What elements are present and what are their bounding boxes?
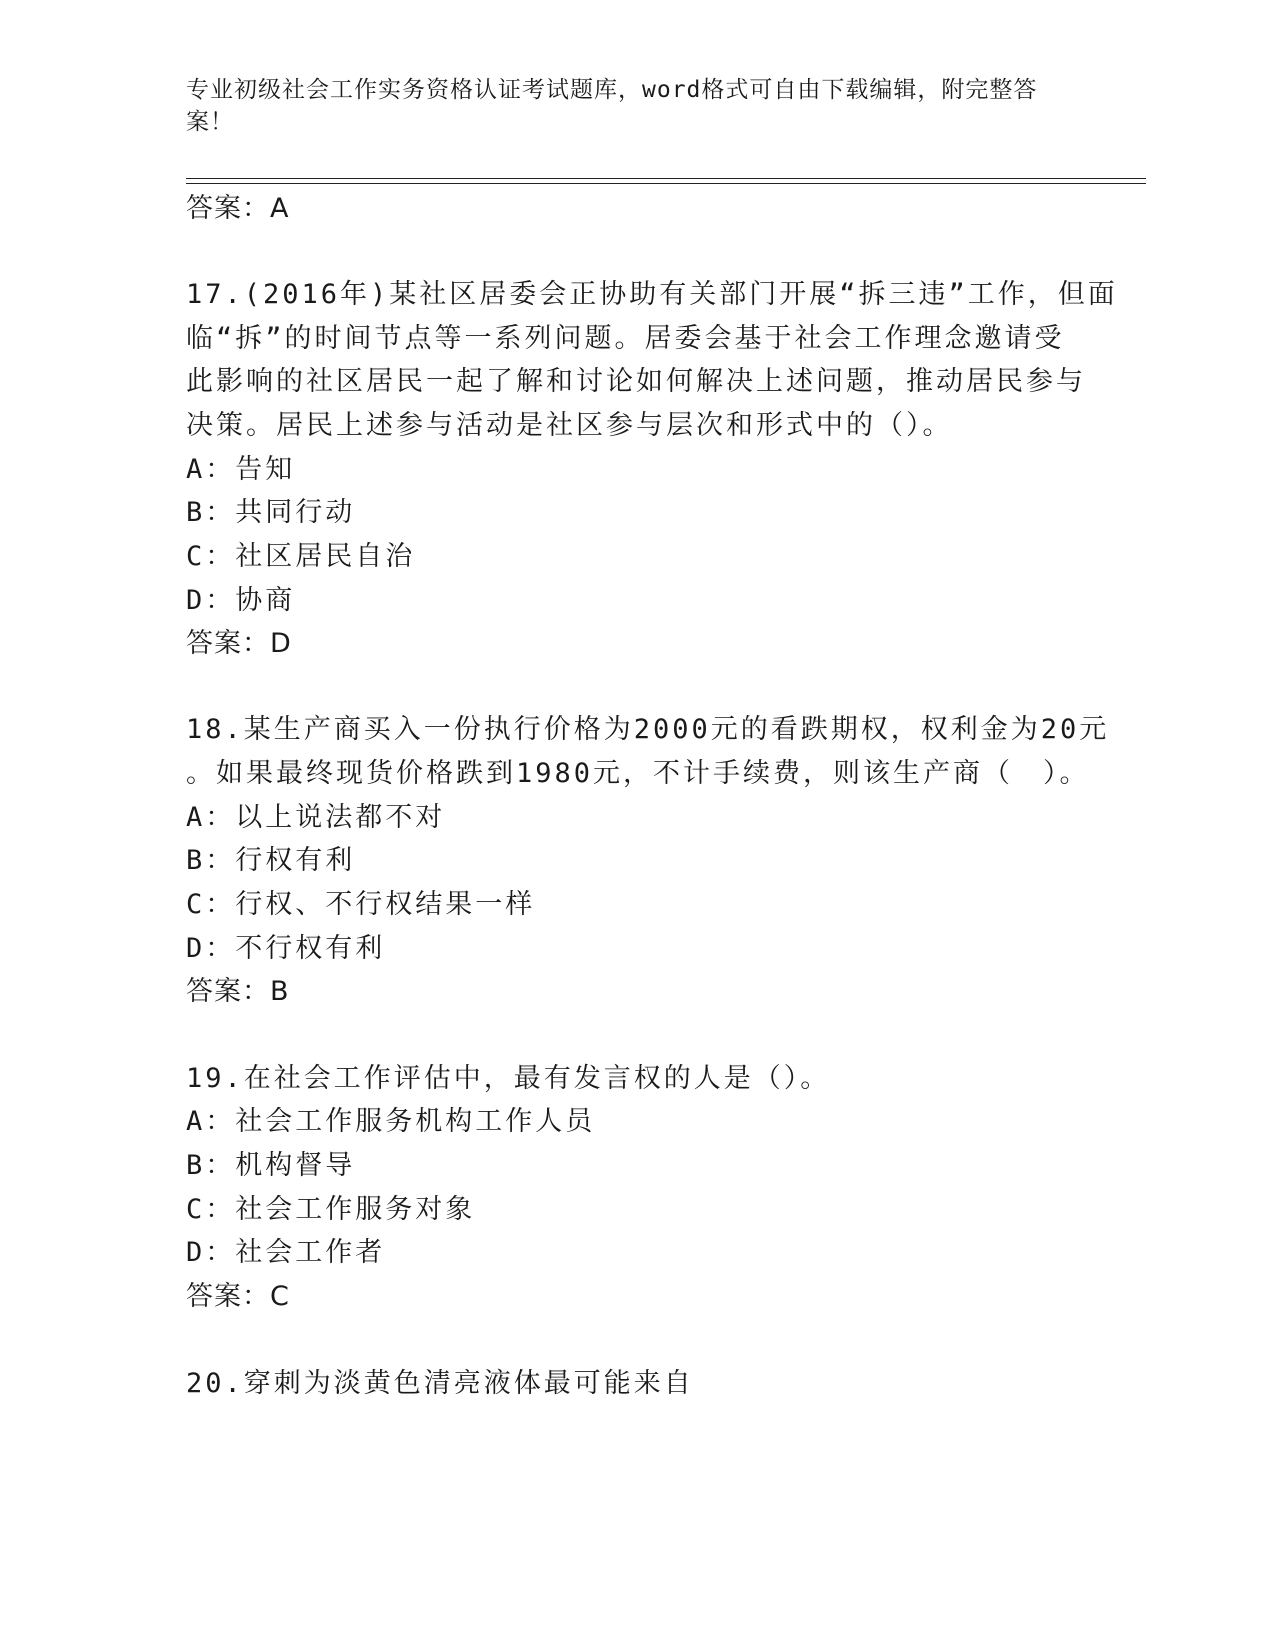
question-17-option-c: C：社区居民自治 [186,541,416,572]
question-18-option-a: A：以上说法都不对 [186,802,446,833]
answer-18: 答案：B [186,976,290,1007]
question-19-option-c: C：社会工作服务对象 [186,1194,476,1225]
question-17-line-2: 临“拆”的时间节点等一系列问题。居委会基于社会工作理念邀请受 [186,323,1065,354]
question-19-option-b: B：机构督导 [186,1150,356,1181]
question-18-option-d: D：不行权有利 [186,933,386,964]
answer-19: 答案：C [186,1281,290,1312]
header-line-1: 专业初级社会工作实务资格认证考试题库，word格式可自由下载编辑，附完整答 [186,77,1038,103]
header-divider-top [186,178,1146,179]
question-20-line-1: 20.穿刺为淡黄色清亮液体最可能来自 [186,1368,694,1399]
header-line-2: 案！ [186,109,234,135]
question-17-option-b: B：共同行动 [186,497,356,528]
page-header [186,74,1066,138]
question-17-option-d: D：协商 [186,585,296,616]
question-19-option-a: A：社会工作服务机构工作人员 [186,1106,596,1137]
question-17-option-a: A：告知 [186,454,296,485]
header-divider-bottom [186,183,1146,184]
answer-17: 答案：D [186,628,292,659]
question-17-line-1: 17.(2016年)某社区居委会正协助有关部门开展“拆三违”工作，但面 [186,279,1118,310]
question-18-option-b: B：行权有利 [186,845,356,876]
question-17-line-4: 决策。居民上述参与活动是社区参与层次和形式中的（）。 [186,410,953,441]
question-18-line-2: 。如果最终现货价格跌到1980元，不计手续费，则该生产商（ ）。 [186,758,1090,789]
question-18-option-c: C：行权、不行权结果一样 [186,889,536,920]
answer-16: 答案：A [186,193,290,224]
question-17-line-3: 此影响的社区居民一起了解和讨论如何解决上述问题，推动居民参与 [186,366,1086,397]
question-18-line-1: 18.某生产商买入一份执行价格为2000元的看跌期权，权利金为20元 [186,714,1110,745]
question-19-line-1: 19.在社会工作评估中，最有发言权的人是（）。 [186,1063,831,1094]
question-19-option-d: D：社会工作者 [186,1237,386,1268]
